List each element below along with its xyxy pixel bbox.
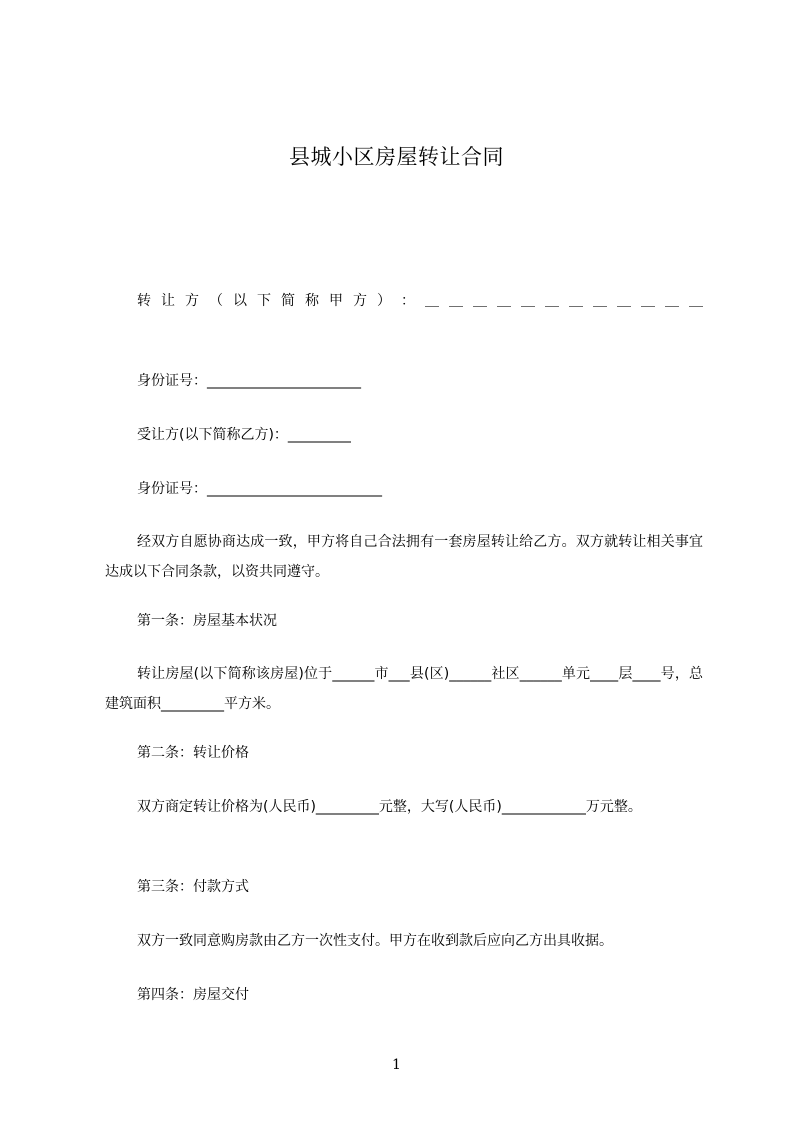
page-number: 1: [392, 1057, 401, 1073]
transferor-line: 转 让 方 （ 以 下 简 称 甲 方 ） ： ＿ ＿ ＿ ＿ ＿ ＿ ＿ ＿ ＿ ＿ ＿ ＿: [137, 293, 703, 309]
transferee-id-line: 身份证号：_________________________: [137, 481, 382, 497]
article-2-title: 第二条：转让价格: [137, 745, 249, 761]
transferor-id-line: 身份证号：______________________: [137, 373, 361, 389]
article-1-body: 转让房屋(以下简称该房屋)位于______市___县(区)______社区______单元____层____号，总建筑面积_________平方米。: [105, 666, 703, 712]
article-1-title: 第一条：房屋基本状况: [137, 613, 277, 629]
intro-paragraph: 经双方自愿协商达成一致，甲方将自己合法拥有一套房屋转让给乙方。双方就转让相关事宜达成以下合同条款，以资共同遵守。: [105, 534, 703, 580]
document-title: 县城小区房屋转让合同: [289, 145, 504, 169]
article-4-title: 第四条：房屋交付: [137, 987, 249, 1003]
article-3-title: 第三条：付款方式: [137, 879, 249, 895]
article-3-body: 双方一致同意购房款由乙方一次性支付。甲方在收到款后应向乙方出具收据。: [137, 933, 613, 949]
transferee-line: 受让方(以下简称乙方)：_________: [137, 427, 351, 443]
article-2-body: 双方商定转让价格为(人民币)_________元整，大写(人民币)____________万元整。: [137, 799, 642, 815]
